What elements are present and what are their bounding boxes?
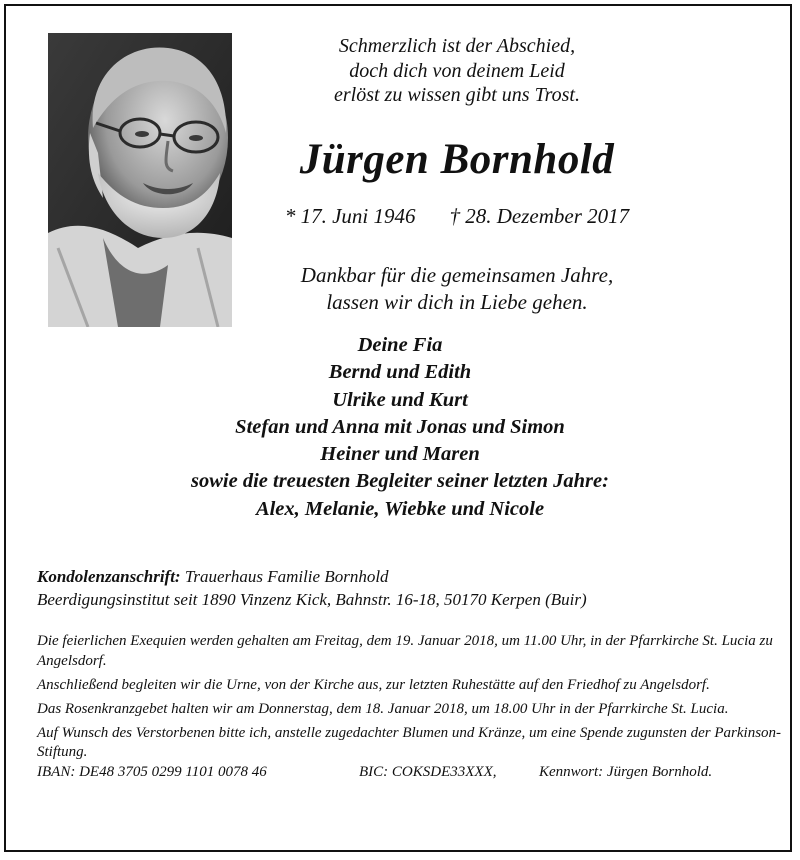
mourner-line: sowie die treuesten Begleiter seiner letzten Jahre:: [191, 470, 609, 493]
deceased-name: Jürgen Bornhold: [299, 136, 615, 183]
iban: IBAN: DE48 3705 0299 1101 0078 46: [37, 763, 267, 780]
thanks-line: Dankbar für die gemeinsamen Jahre,: [300, 263, 614, 287]
condolence-label: Kondolenzanschrift:: [37, 567, 181, 586]
service-paragraph: Anschließend begleiten wir die Urne, von der Kirche aus, zur letzten Ruhestätte auf den Friedhof zu Angelsdorf.: [37, 676, 710, 693]
mourner-line: Stefan und Anna mit Jonas und Simon: [235, 415, 565, 438]
portrait-photo: [48, 33, 232, 327]
thanks-line: lassen wir dich in Liebe gehen.: [326, 290, 588, 314]
service-details: [37, 632, 782, 783]
motto: [242, 34, 672, 108]
service-paragraph: Das Rosenkranzgebet halten wir am Donnerstag, dem 18. Januar 2018, um 18.00 Uhr in der Pfarrkirche St. Lucia.: [37, 700, 729, 717]
motto-line: Schmerzlich ist der Abschied,: [338, 35, 576, 57]
motto-line: erlöst zu wissen gibt uns Trost.: [334, 84, 580, 106]
mourner-line: Ulrike und Kurt: [332, 388, 468, 411]
life-dates: [242, 202, 672, 230]
motto-line: doch dich von deinem Leid: [349, 59, 565, 82]
bic: BIC: COKSDE33XXX,: [359, 763, 497, 780]
mourners-list: [6, 332, 794, 523]
condolence-house: Trauerhaus Familie Bornhold: [180, 567, 389, 586]
mourner-line: Deine Fia: [357, 334, 443, 356]
donation-keyword: Kennwort: Jürgen Bornhold.: [539, 763, 713, 780]
mourner-line: Bernd und Edith: [328, 361, 472, 384]
obituary-frame: [4, 4, 792, 852]
bank-details: [37, 763, 782, 783]
condolence-address: [37, 566, 777, 611]
death-date: † 28. Dezember 2017: [449, 204, 630, 228]
service-paragraph: Auf Wunsch des Verstorbenen bitte ich, anstelle zugedachter Blumen und Kränze, um eine Spende zugunsten der Parkinson-Stiftung.: [37, 724, 782, 760]
birth-date: * 17. Juni 1946: [284, 204, 416, 228]
thanks-text: [242, 262, 672, 316]
mourner-line: Heiner und Maren: [320, 443, 480, 466]
funeral-home: Beerdigungsinstitut seit 1890 Vinzenz Kick, Bahnstr. 16-18, 50170 Kerpen (Buir): [37, 589, 587, 609]
service-paragraph: Die feierlichen Exequien werden gehalten am Freitag, dem 19. Januar 2018, um 11.00 Uhr, in der Pfarrkirche St. Lucia zu Angelsdorf.: [37, 633, 773, 669]
mourner-line: Alex, Melanie, Wiebke und Nicole: [255, 497, 545, 520]
